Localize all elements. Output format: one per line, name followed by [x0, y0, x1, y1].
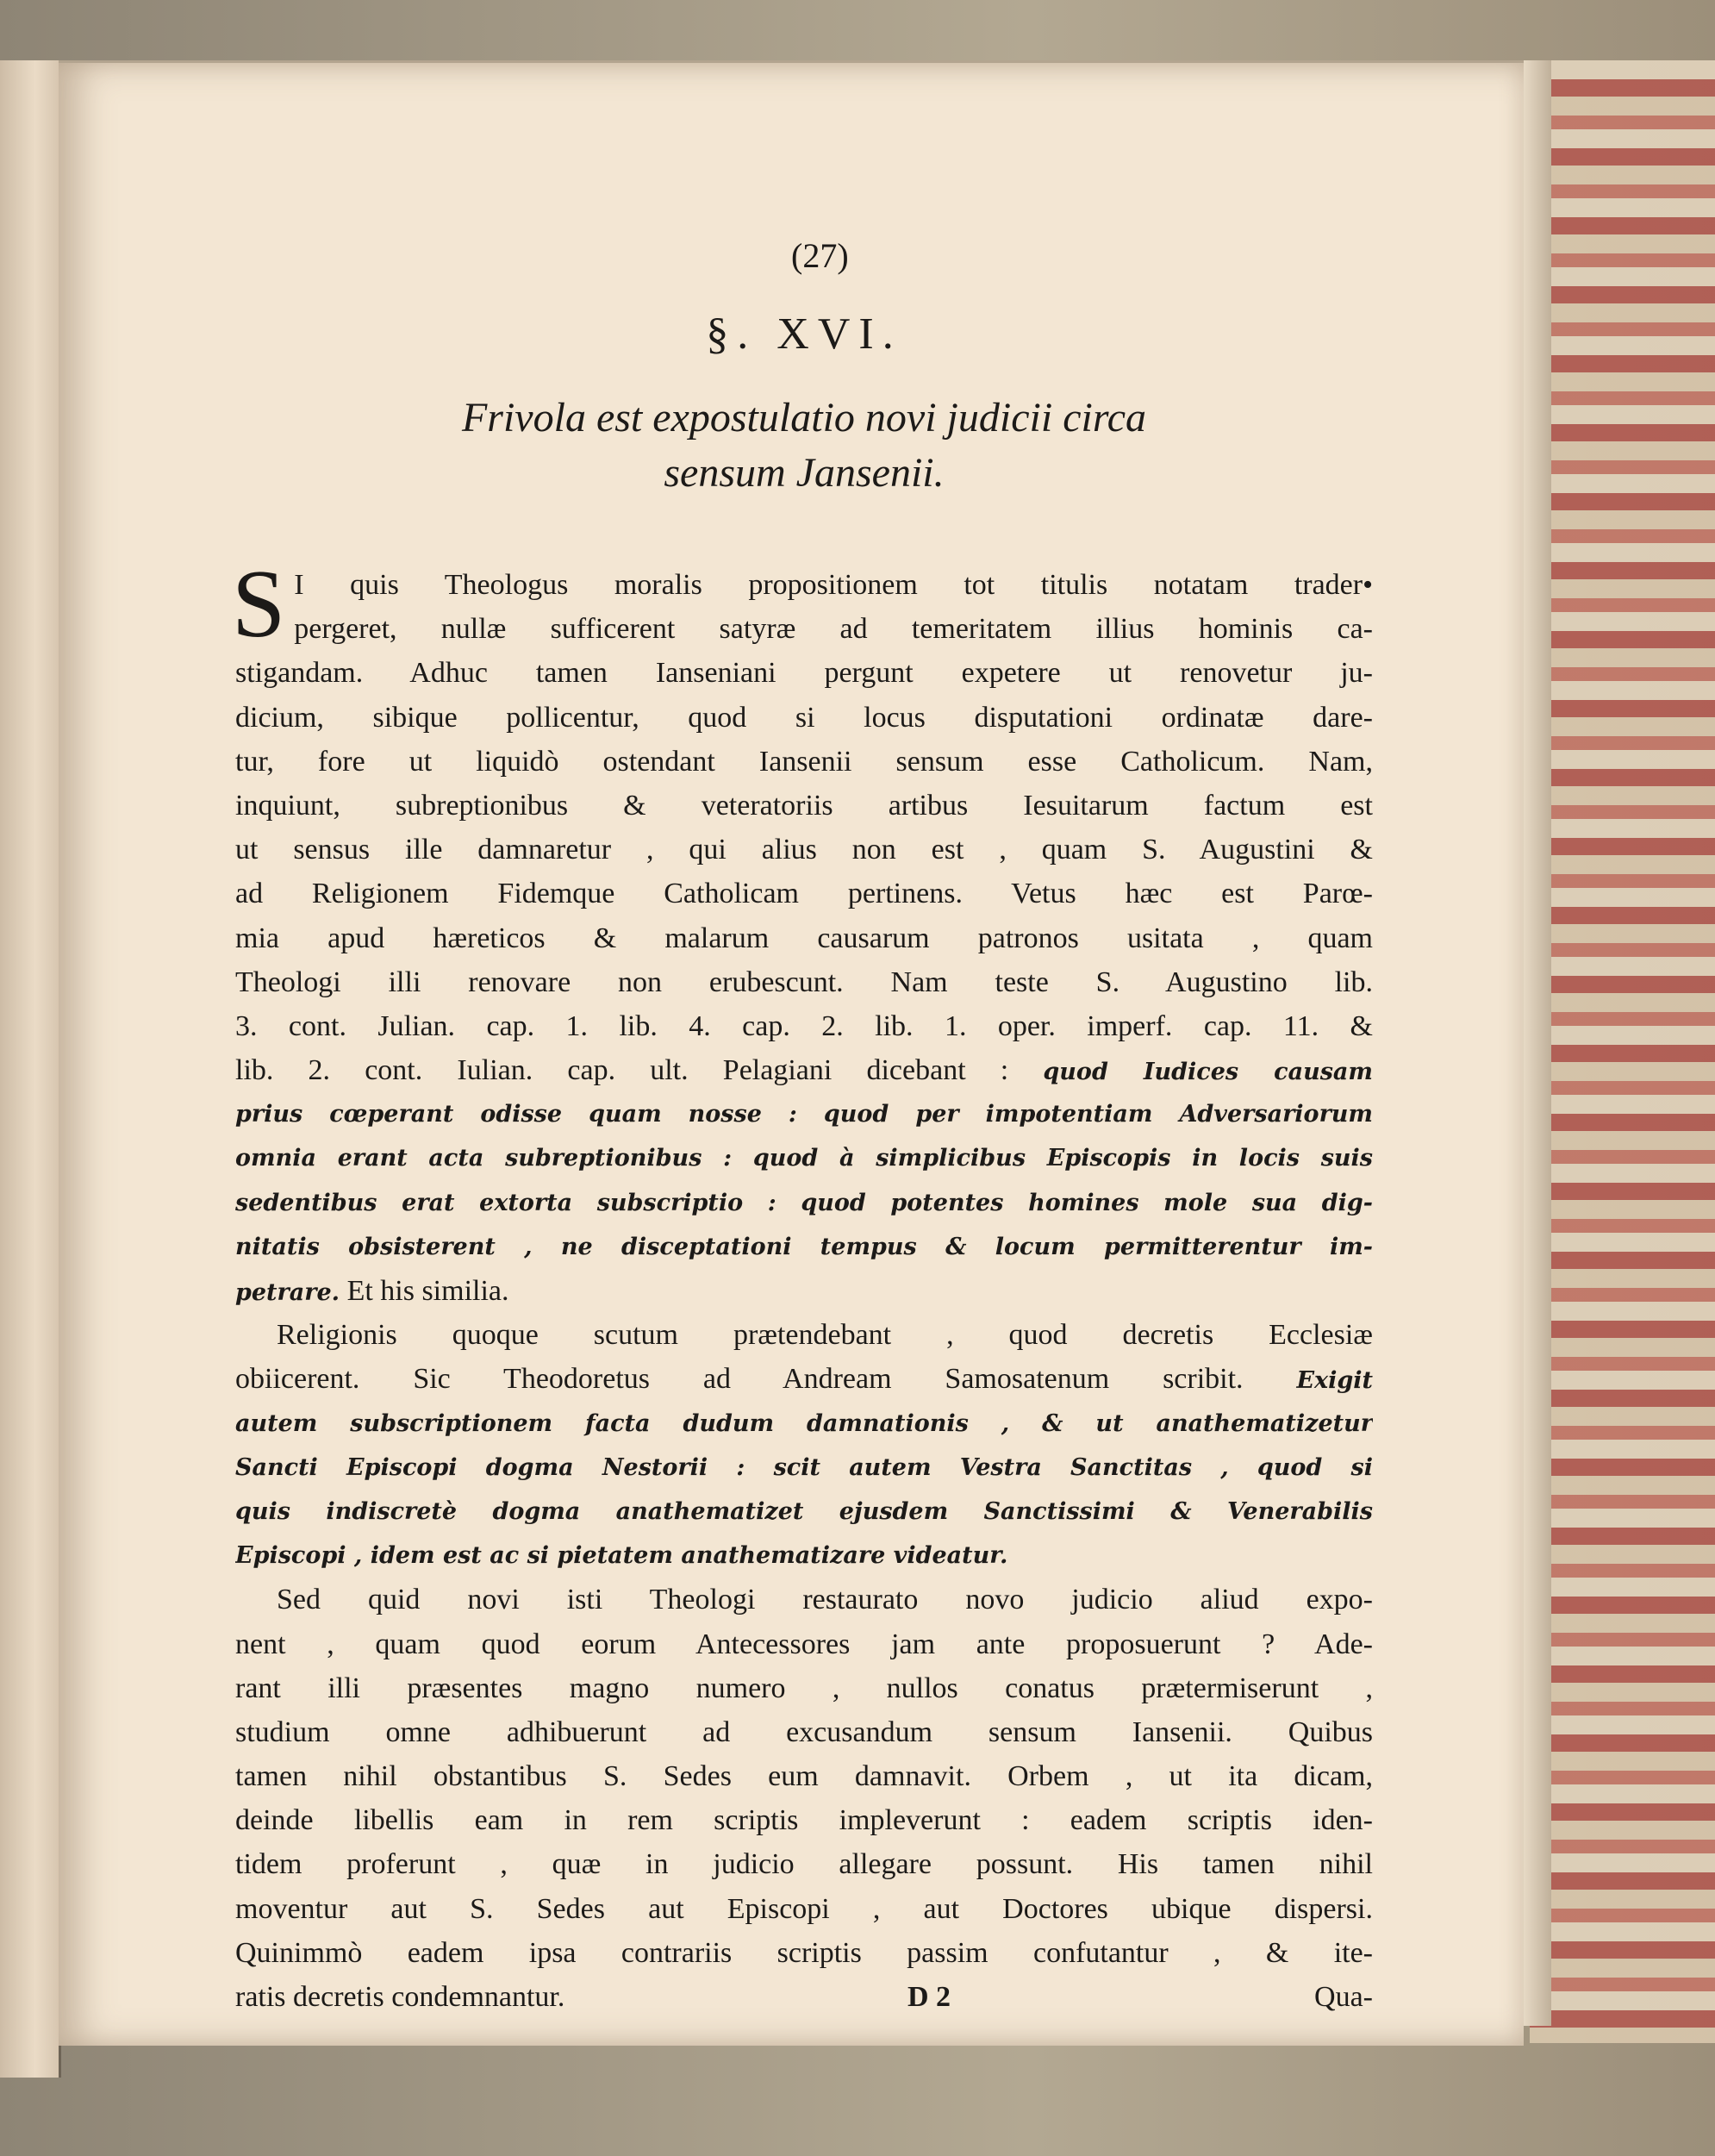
- italic-run: quod Iudices causam: [1043, 1059, 1373, 1086]
- text-line: [235, 1048, 1373, 1092]
- section-heading: [235, 391, 1373, 501]
- book-page: [59, 60, 1524, 2046]
- signature-mark: D 2: [907, 1981, 951, 2013]
- text-line: nent , quam quod eorum Antecessores jam ante proposuerunt ? Ade-: [235, 1628, 1373, 1660]
- text-line: Theologi illi renovare non erubescunt. Nam teste S. Augustino lib.: [235, 966, 1373, 998]
- facing-page-edge: [0, 60, 61, 2078]
- page-number: (27): [791, 236, 849, 275]
- italic-line: prius cœperant odisse quam nosse : quod per impotentiam Adversariorum: [235, 1101, 1373, 1128]
- catchword: Qua-: [1314, 1981, 1373, 2013]
- text-line: tamen nihil obstantibus S. Sedes eum damnavit. Orbem , ut ita dicam,: [235, 1760, 1373, 1793]
- text-line: [235, 1269, 1373, 1313]
- page-edges-stack: [1530, 60, 1715, 2043]
- text-run: Et his similia.: [340, 1275, 509, 1307]
- drop-cap: S: [232, 551, 286, 658]
- text-line: moventur aut S. Sedes aut Episcopi , aut Doctores ubique dispersi.: [235, 1892, 1373, 1925]
- text-run: lib. 2. cont. Iulian. cap. ult. Pelagiani dicebant :: [235, 1054, 1009, 1087]
- text-line: tur, fore ut liquidò ostendant Iansenii sensum esse Catholicum. Nam,: [235, 745, 1373, 778]
- italic-line: sedentibus erat extorta subscriptio : quod potentes homines mole sua dig-: [235, 1189, 1373, 1216]
- text-line: Quinimmò eadem ipsa contrariis scriptis passim confutantur , & ite-: [235, 1936, 1373, 1969]
- text-line: ad Religionem Fidemque Catholicam pertinens. Vetus hæc est Parœ-: [235, 878, 1373, 910]
- italic-line: quis indiscretè dogma anathematizet ejusdem Sanctissimi & Venerabilis: [235, 1497, 1373, 1525]
- heading-line-2: sensum Jansenii.: [664, 450, 945, 496]
- body-text: [232, 551, 1373, 2019]
- text-line: studium omne adhibuerunt ad excusandum sensum Iansenii. Quibus: [235, 1715, 1373, 1748]
- italic-line: Sancti Episcopi dogma Nestorii : scit autem Vestra Sanctitas , quod si: [235, 1453, 1373, 1481]
- italic-run: petrare.: [235, 1279, 340, 1306]
- text-line: [235, 1357, 1373, 1401]
- section-number: §. XVI.: [706, 309, 902, 359]
- text-line: pergeret, nullæ sufficerent satyræ ad temeritatem illius hominis ca-: [294, 613, 1373, 646]
- footer-line: [235, 1975, 1373, 2019]
- text-line: dicium, sibique pollicentur, quod si locus disputationi ordinatæ dare-: [235, 701, 1373, 734]
- text-run: obiicerent. Sic Theodoretus ad Andream Samosatenum scribit.: [235, 1363, 1244, 1396]
- text-line: deinde libellis eam in rem scriptis impleverunt : eadem scriptis iden-: [235, 1804, 1373, 1837]
- text-line: inquiunt, subreptionibus & veteratoriis artibus Iesuitarum factum est: [235, 789, 1373, 822]
- text-line: rant illi præsentes magno numero , nullos conatus prætermiserunt ,: [235, 1672, 1373, 1704]
- text-line: I quis Theologus moralis propositionem tot titulis notatam trader•: [294, 569, 1373, 601]
- last-text-line: ratis decretis condemnantur.: [235, 1981, 565, 2013]
- italic-line: nitatis obsisterent , ne disceptationi tempus & locum permitterentur im-: [235, 1233, 1373, 1260]
- text-line: Religionis quoque scutum prætendebant , quod decretis Ecclesiæ: [277, 1319, 1373, 1352]
- text-line: ut sensus ille damnaretur , qui alius non est , quam S. Augustini &: [235, 834, 1373, 866]
- text-line: mia apud hæreticos & malarum causarum patronos usitata , quam: [235, 922, 1373, 954]
- text-line: stigandam. Adhuc tamen Ianseniani pergunt expetere ut renovetur ju-: [235, 657, 1373, 690]
- italic-line: autem subscriptionem facta dudum damnationis , & ut anathematizetur: [235, 1409, 1373, 1437]
- text-line: Sed quid novi isti Theologi restaurato novo judicio aliud expo-: [277, 1584, 1373, 1616]
- text-line: 3. cont. Julian. cap. 1. lib. 4. cap. 2. lib. 1. oper. imperf. cap. 11. &: [235, 1009, 1373, 1042]
- heading-line-1: Frivola est expostulatio novi judicii circa: [461, 395, 1147, 441]
- italic-line: Episcopi , idem est ac si pietatem anathematizare videatur.: [235, 1542, 1008, 1570]
- italic-line: omnia erant acta subreptionibus : quod à simplicibus Episcopis in locis suis: [235, 1145, 1373, 1172]
- italic-run: Exigit: [1296, 1367, 1373, 1395]
- text-line: tidem proferunt , quæ in judicio allegare possunt. His tamen nihil: [235, 1848, 1373, 1881]
